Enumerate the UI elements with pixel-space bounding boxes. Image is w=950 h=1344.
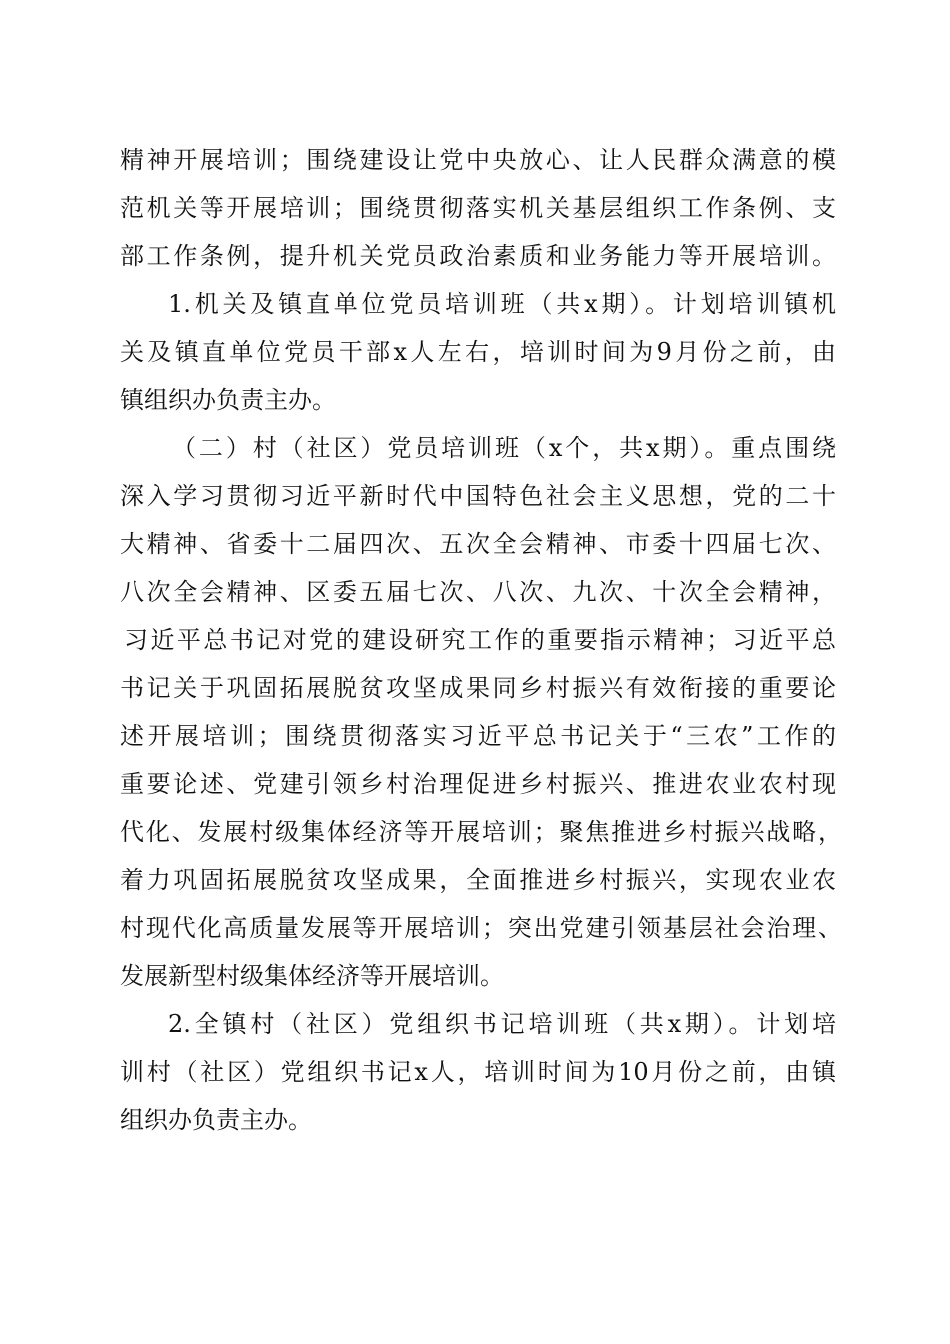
section-body-line-3: 八次全会精神、区委五届七次、八次、九次、十次全会精神， <box>120 578 836 606</box>
body-line-1: 精神开展培训；围绕建设让党中央放心、让人民群众满意的模 <box>120 146 836 174</box>
item-2-line-1: 2.全镇村（社区）党组织书记培训班（共x期）。计划培 <box>168 1010 836 1038</box>
body-line-3: 部工作条例，提升机关党员政治素质和业务能力等开展培训。 <box>120 242 836 270</box>
section-body-line-6: 述开展培训；围绕贯彻落实习近平总书记关于“三农”工作的 <box>120 722 836 750</box>
section-body-line-11: 发展新型村级集体经济等开展培训。 <box>120 962 504 990</box>
item-2-line-3: 组织办负责主办。 <box>120 1106 312 1134</box>
section-body-line-4: 习近平总书记对党的建设研究工作的重要指示精神；习近平总 <box>124 626 836 654</box>
section-body-line-9: 着力巩固拓展脱贫攻坚成果，全面推进乡村振兴，实现农业农 <box>120 866 836 894</box>
section-body-line-2: 大精神、省委十二届四次、五次全会精神、市委十四届七次、 <box>120 530 836 558</box>
section-body-line-1: 深入学习贯彻习近平新时代中国特色社会主义思想，党的二十 <box>120 482 836 510</box>
item-1-line-3: 镇组织办负责主办。 <box>120 386 336 414</box>
item-1-line-2: 关及镇直单位党员干部x人左右，培训时间为9月份之前，由 <box>120 338 836 366</box>
item-1-line-1: 1.机关及镇直单位党员培训班（共x期）。计划培训镇机 <box>168 290 836 318</box>
section-body-line-10: 村现代化高质量发展等开展培训；突出党建引领基层社会治理、 <box>120 914 842 942</box>
section-body-line-5: 书记关于巩固拓展脱贫攻坚成果同乡村振兴有效衔接的重要论 <box>120 674 836 702</box>
item-2-line-2: 训村（社区）党组织书记x人，培训时间为10月份之前，由镇 <box>120 1058 836 1086</box>
section-body-line-7: 重要论述、党建引领乡村治理促进乡村振兴、推进农业农村现 <box>120 770 836 798</box>
body-line-2: 范机关等开展培训；围绕贯彻落实机关基层组织工作条例、支 <box>120 194 836 222</box>
section-body-line-8: 代化、发展村级集体经济等开展培训；聚焦推进乡村振兴战略， <box>120 818 842 846</box>
section-heading-line: （二）村（社区）党员培训班（x个，共x期）。重点围绕 <box>172 434 836 462</box>
